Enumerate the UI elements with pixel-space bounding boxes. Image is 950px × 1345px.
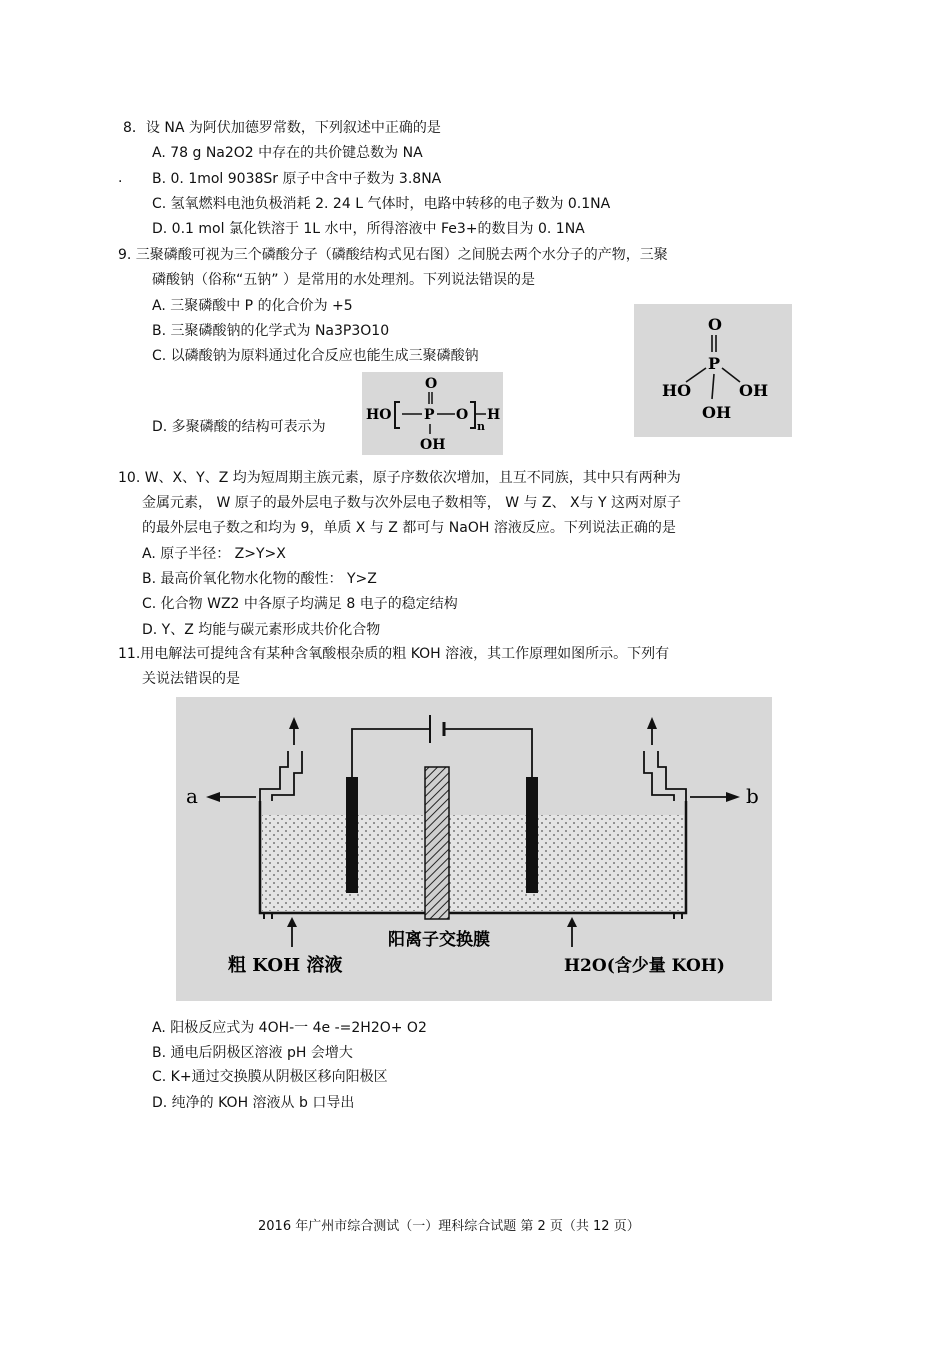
q8-bullet: . xyxy=(118,170,123,186)
q11-option-d: D. 纯净的 KOH 溶液从 b 口导出 xyxy=(152,1095,355,1111)
poly-o-top: O xyxy=(425,376,438,392)
q8-option-d: D. 0.1 mol 氯化铁溶于 1L 水中，所得溶液中 Fe3+的数目为 0. 1NA xyxy=(152,221,585,237)
electrolyte-solution xyxy=(262,815,684,911)
q10-stem-line2: 金属元素， W 原子的最外层电子数与次外层电子数相等， W 与 Z、 X与 Y 这两对原子 xyxy=(142,495,682,511)
q9-option-d: D. 多聚磷酸的结构可表示为 xyxy=(152,419,326,435)
q11-option-b: B. 通电后阴极区溶液 pH 会增大 xyxy=(152,1045,353,1061)
phos-oh-bottom: OH xyxy=(702,403,732,422)
q10-option-b: B. 最高价氧化物水化物的酸性： Y>Z xyxy=(142,571,377,587)
q9-option-b: B. 三聚磷酸钠的化学式为 Na3P3O10 xyxy=(152,323,390,339)
poly-oh: OH xyxy=(420,437,446,453)
polyphosphoric-acid-structure-figure xyxy=(362,372,503,455)
q10-option-a: A. 原子半径： Z>Y>X xyxy=(142,546,286,562)
page-footer: 2016 年广州市综合测试（一）理科综合试题 第 2 页（共 12 页） xyxy=(258,1219,640,1234)
q10-stem-line3: 的最外层电子数之和均为 9，单质 X 与 Z 都可与 NaOH 溶液反应。下列说法正确的是 xyxy=(142,520,676,536)
q11-option-a: A. 阳极反应式为 4OH-一 4e -=2H2O+ O2 xyxy=(152,1020,427,1036)
phos-oh-right: OH xyxy=(739,381,769,400)
poly-ho: HO xyxy=(366,407,392,423)
q8-option-b: B. 0. 1mol 9038Sr 原子中含中子数为 3.8NA xyxy=(152,171,442,187)
phos-ho-left: HO xyxy=(662,381,692,400)
left-electrode xyxy=(346,777,358,893)
poly-p: P xyxy=(424,407,435,423)
q8-option-c: C. 氢氧燃料电池负极消耗 2. 24 L 气体时，电路中转移的电子数为 0.1NA xyxy=(152,196,611,212)
q8-stem: 8．设 NA 为阿伏加德罗常数，下列叙述中正确的是 xyxy=(123,120,441,136)
outlet-b-label: b xyxy=(746,784,759,808)
q9-option-a: A. 三聚磷酸中 P 的化合价为 +5 xyxy=(152,298,353,314)
q9-stem-line2: 磷酸钠（俗称“五钠” ）是常用的水处理剂。下列说法错误的是 xyxy=(152,272,535,288)
q11-stem-line1: 11.用电解法可提纯含有某种含氧酸根杂质的粗 KOH 溶液，其工作原理如图所示。下列有 xyxy=(118,646,670,662)
q9-stem-line1: 9. 三聚磷酸可视为三个磷酸分子（磷酸结构式见右图）之间脱去两个水分子的产物，三聚 xyxy=(118,247,668,263)
right-electrode xyxy=(526,777,538,893)
q11-stem-line2: 关说法错误的是 xyxy=(142,671,240,687)
phosphoric-acid-structure-figure xyxy=(634,304,792,437)
cation-exchange-membrane xyxy=(425,767,449,919)
outlet-a-label: a xyxy=(186,784,198,808)
poly-n: n xyxy=(477,420,485,433)
phos-o-top: O xyxy=(708,315,722,334)
q10-option-d: D. Y、Z 均能与碳元素形成共价化合物 xyxy=(142,622,381,638)
q11-option-c: C. K+通过交换膜从阴极区移向阳极区 xyxy=(152,1069,388,1085)
q9-option-c: C. 以磷酸钠为原料通过化合反应也能生成三聚磷酸钠 xyxy=(152,348,479,364)
crude-koh-label: 粗 KOH 溶液 xyxy=(228,955,343,976)
q10-stem-line1: 10. W、X、Y、Z 均为短周期主族元素，原子序数依次增加，且互不同族，其中只有两种为 xyxy=(118,470,681,486)
electrolysis-cell-figure xyxy=(176,697,772,1001)
membrane-label: 阳离子交换膜 xyxy=(388,930,490,950)
poly-o-bridge: O xyxy=(456,407,469,423)
phos-p: P xyxy=(708,354,721,373)
water-label: H2O(含少量 KOH) xyxy=(564,956,725,976)
q8-option-a: A. 78 g Na2O2 中存在的共价键总数为 NA xyxy=(152,145,423,161)
q10-option-c: C. 化合物 WZ2 中各原子均满足 8 电子的稳定结构 xyxy=(142,596,458,612)
poly-h: H xyxy=(487,407,501,423)
